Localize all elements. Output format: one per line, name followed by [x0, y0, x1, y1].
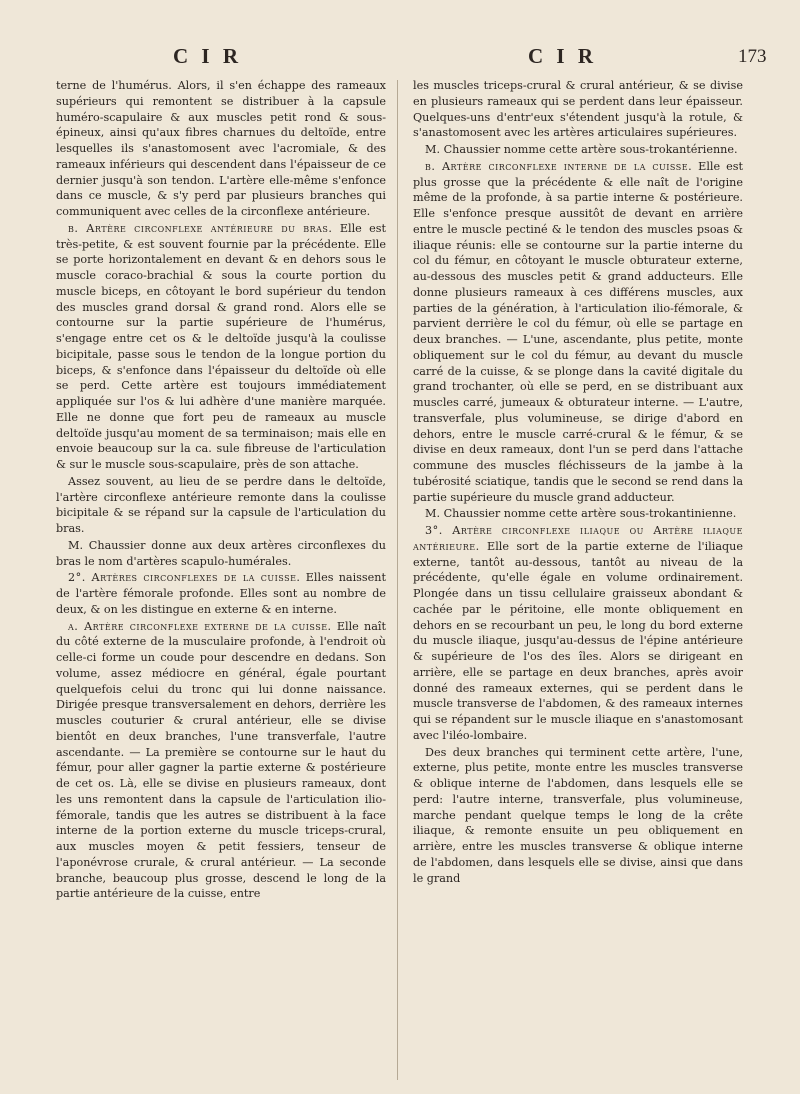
paragraph: Des deux branches qui terminent cette artère, l'une, externe, plus petite, monte entre les muscles transverse & oblique interne de l'abdomen, dans lesquels elle se perd: l'autre interne, transverfale, plus volumineuse, marche pendant quelque temps le long de la crête iliaque, & remonte ensuite un peu obliquement en arrière, entre les muscles transverse & oblique interne de l'abdomen, dans lesquels elle se divise, ainsi que dans le grand: [413, 745, 743, 885]
running-head-left: C I R: [173, 44, 243, 68]
paragraph: les muscles triceps-crural & crural antérieur, & se divise en plusieurs rameaux qui se perdent dans leur épaisseur. Quelques-uns d'entr'eux s'étendent jusqu'à la rotule, & s'anastomosent avec les artères articulaires supérieures.: [413, 79, 743, 140]
paragraph: Assez souvent, au lieu de se perdre dans le deltoïde, l'artère circonflexe antérieure remonte dans la coulisse bicipitale & se répand sur la capsule de l'articulation du bras.: [56, 474, 386, 535]
section-heading: a. Artère circonflexe externe de la cuisse.: [68, 619, 332, 633]
paragraph: terne de l'humérus. Alors, il s'en échappe des rameaux supérieurs qui remontent se distribuer à la capsule huméro-scapulaire & aux muscles petit rond & sous-épineux, ainsi qu'aux fibres charnues du deltoïde, entre lesquelles ils s'anastomosent avec l'acromiale, & des rameaux inférieurs qui descendent dans l'épaisseur de ce dernier jusqu'à son tendon. L'artère elle-même s'enfonce dans ce muscle, & s'y perd par plusieurs branches qui communiquent avec celles de la circonflexe antérieure.: [56, 79, 386, 218]
paragraph: b. Artère circonflexe interne de la cuisse. Elle est plus grosse que la précédente & elle naît de l'origine même de la profonde, à sa partie interne & postérieure. Elle s'enfonce presque aussitôt de devant en arrière entre le muscle pectiné & le tendon des muscles psoas & iliaque réunis: elle se contourne sur la partie interne du col du fémur, en côtoyant le muscle obturateur externe, au-dessous des muscles petit & grand adducteurs. Elle donne plusieurs rameaux à ces différens muscles, aux parties de la génération, à l'articulation ilio-fémorale, & parvient derrière le col du fémur, où elle se partage en deux branches. — L'une, ascendante, plus petite, monte obliquement sur le col du fémur, au devant du muscle carré de la cuisse, & se plonge dans la cavité digitale du grand trochanter, où elle se perd, en se distribuant aux muscles carré, jumeaux & obturateur interne. — L'autre, transverfale, plus volumineuse, se dirige d'abord en dehors, entre le muscle carré-crural & le fémur, & se divise en deux rameaux, dont l'un se perd dans l'attache commune des muscles fléchisseurs de la jambe à la tubérosité sciatique, tandis que le second se rend dans la partie supérieure du muscle grand adducteur.: [413, 159, 744, 504]
paragraph: a. Artère circonflexe externe de la cuisse. Elle naît du côté externe de la musculaire profonde, à l'endroit où celle-ci forme un coude pour descendre en dedans. Son volume, assez médiocre en général, égale pourtant quelquefois celui du tronc qui lui donne naissance. Dirigée presque transversalement en dehors, derrière les muscles couturier & crural antérieur, elle se divise bientôt en deux branches, l'une transverfale, l'autre ascendante. — La première se contourne sur le haut du fémur, pour aller gagner la partie externe & postérieure de cet os. Là, elle se divise en plusieurs rameaux, dont les uns remontent dans la capsule de l'articulation ilio-fémorale, tandis que les autres se distribuent à la face interne de la portion externe du muscle triceps-crural, aux muscles moyen & petit fessiers, tenseur de l'aponévrose crurale, & crural antérieur. — La seconde branche, beaucoup plus grosse, descend le long de la partie antérieure de la cuisse, entre: [56, 619, 386, 901]
paragraph: 3°. Artère circonflexe iliaque ou Artère iliaque antérieure. Elle sort de la partie externe de l'iliaque externe, tantôt au-dessous, tantôt au niveau de la précédente, qu'elle égale en volume ordinairement. Plongée dans un tissu cellulaire graisseux abondant & cachée par le péritoine, elle monte obliquement en dehors en se recourbant un peu, le long du bord externe du muscle iliaque, jusqu'au-dessus de l'épine antérieure & supérieure de l'os des îles. Alors se dirigeant en arrière, elle se partage en deux branches, après avoir donné des rameaux externes, qui se perdent dans le muscle transverse de l'abdomen, & des rameaux internes qui se répandent sur le muscle iliaque en s'anastomosant avec l'iléo-lombaire.: [413, 524, 743, 742]
paragraph: b. Artère circonflexe antérieure du bras. Elle est très-petite, & est souvent fournie par la précédente. Elle se porte horizontalement en devant & en dehors sous le muscle coraco-brachial & sous la courte portion du muscle biceps, en côtoyant le bord supérieur du tendon des muscles grand dorsal & grand rond. Alors elle se contourne sur la partie supérieure de l'humérus, s'engage entre cet os & le deltoïde jusqu'à la coulisse bicipitale, passe sous le tendon de la longue portion du biceps, & s'enfonce dans l'épaisseur du deltoïde où elle se perd. Cette artère est toujours immédiatement appliquée sur l'os & lui adhère d'une manière marquée. Elle ne donne que fort peu de rameaux au muscle deltoïde jusqu'au moment de sa terminaison; mais elle en envoie beaucoup sur la ca. sule fibreuse de l'articulation & sur le muscle sous-scapulaire, près de son attache.: [56, 221, 386, 471]
paragraph: M. Chaussier nomme cette artère sous-trokantinienne.: [425, 507, 737, 521]
section-heading: 2°. Artères circonflexes de la cuisse.: [68, 571, 301, 585]
paragraph: M. Chaussier nomme cette artère sous-trokantérienne.: [425, 143, 738, 156]
paragraph: 2°. Artères circonflexes de la cuisse. Elles naissent de l'artère fémorale profonde. Elles sont au nombre de deux, & on les distingue en externe & en interne.: [56, 571, 386, 616]
paragraph: M. Chaussier donne aux deux artères circonflexes du bras le nom d'artères scapulo-humérales.: [56, 538, 386, 568]
page-number: 173: [738, 46, 767, 67]
section-heading: b. Artère circonflexe interne de la cuisse.: [425, 159, 693, 173]
right-column: [413, 78, 743, 886]
section-heading: 3°. Artère circonflexe iliaque ou Artère iliaque antérieure.: [413, 524, 743, 553]
left-column: [56, 78, 386, 902]
running-head-right: C I R: [528, 44, 598, 68]
column-divider: [397, 80, 398, 1080]
section-heading: b. Artère circonflexe antérieure du bras.: [68, 221, 333, 235]
